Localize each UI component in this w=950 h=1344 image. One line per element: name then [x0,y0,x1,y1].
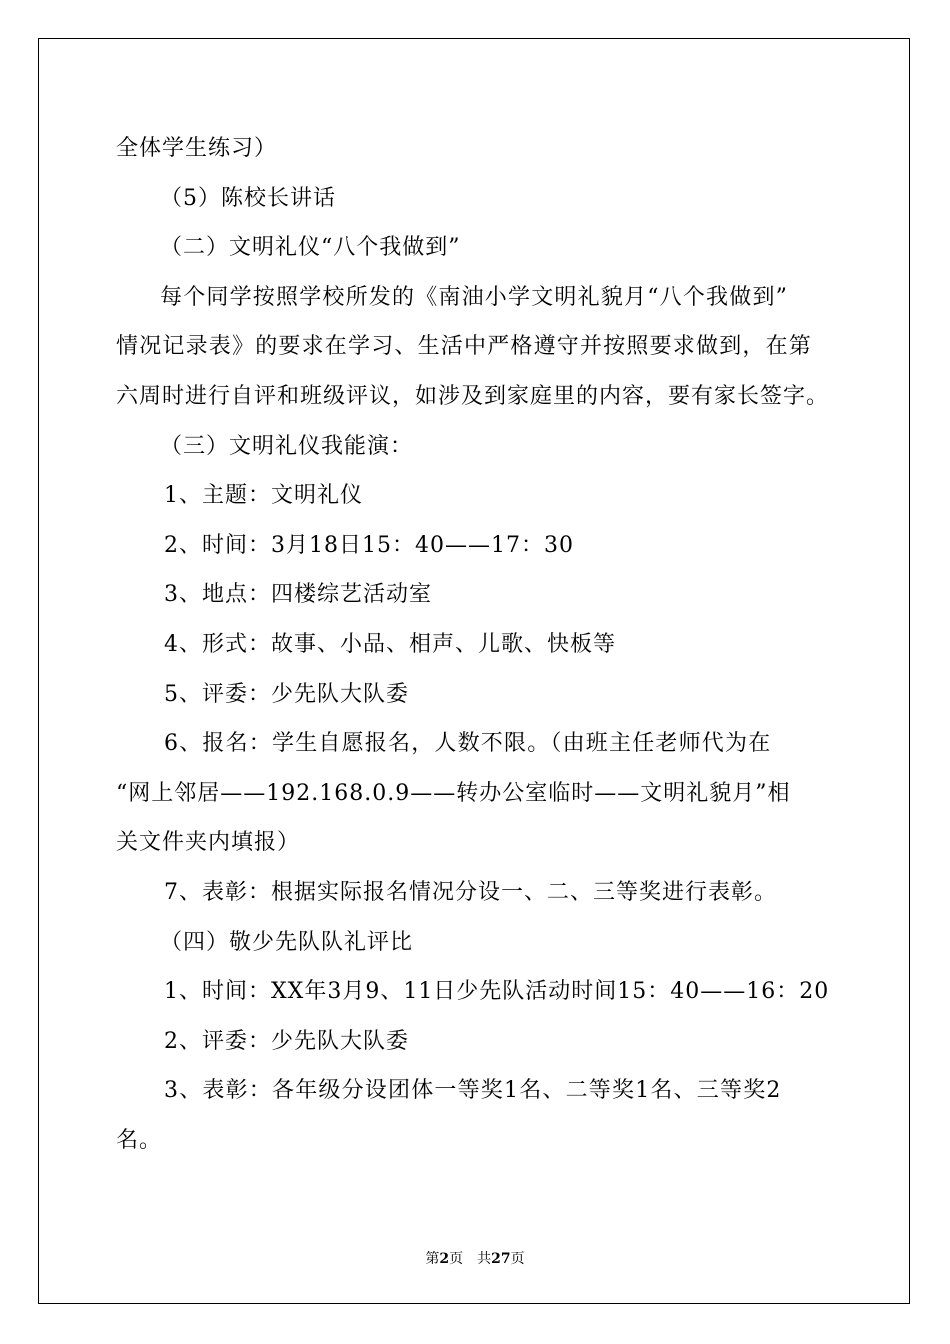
text-line: 关文件夹内填报） [116,830,301,856]
text-line: “网上邻居——192.168.0.9——转办公室临时——文明礼貌月”相 [116,780,791,806]
list-item: 3、表彰：各年级分设团体一等奖1名、二等奖1名、三等奖2 [164,1078,782,1104]
section-heading: （三）文明礼仪我能演： [160,433,414,459]
total-prefix: 共 [477,1251,492,1267]
text-line: （5）陈校长讲话 [160,185,336,211]
text-line: 全体学生练习） [116,136,278,161]
list-item: 3、地点：四楼综艺活动室 [164,582,432,608]
text-line: 六周时进行自评和班级评议，如涉及到家庭里的内容，要有家长签字。 [116,383,830,409]
page-prefix: 第 [425,1251,440,1267]
page-current: 2 [439,1251,450,1267]
document-body [116,124,836,1165]
list-item: 1、时间：XX年3月9、11日少先队活动时间15：40——16：20 [164,979,830,1005]
list-item: 2、评委：少先队大队委 [164,1028,409,1054]
section-heading: （二）文明礼仪“八个我做到” [160,235,461,261]
page-footer [0,1248,950,1268]
text-line: 每个同学按照学校所发的《南油小学文明礼貌月“八个我做到” [160,284,789,310]
list-item: 1、主题：文明礼仪 [164,483,363,509]
list-item: 2、时间：3月18日15：40——17：30 [164,532,574,558]
page-total: 27 [491,1251,511,1267]
list-item: 4、形式：故事、小品、相声、儿歌、快板等 [164,631,616,657]
list-item: 6、报名：学生自愿报名，人数不限。（由班主任老师代为在 [164,731,772,757]
list-item: 5、评委：少先队大队委 [164,681,409,707]
text-line: 名。 [116,1127,163,1153]
text-line: 情况记录表》的要求在学习、生活中严格遵守并按照要求做到，在第 [116,334,813,360]
section-heading: （四）敬少先队队礼评比 [160,929,414,955]
list-item: 7、表彰：根据实际报名情况分设一、二、三等奖进行表彰。 [164,879,777,905]
total-suffix: 页 [510,1251,525,1267]
page-suffix: 页 [449,1251,464,1267]
